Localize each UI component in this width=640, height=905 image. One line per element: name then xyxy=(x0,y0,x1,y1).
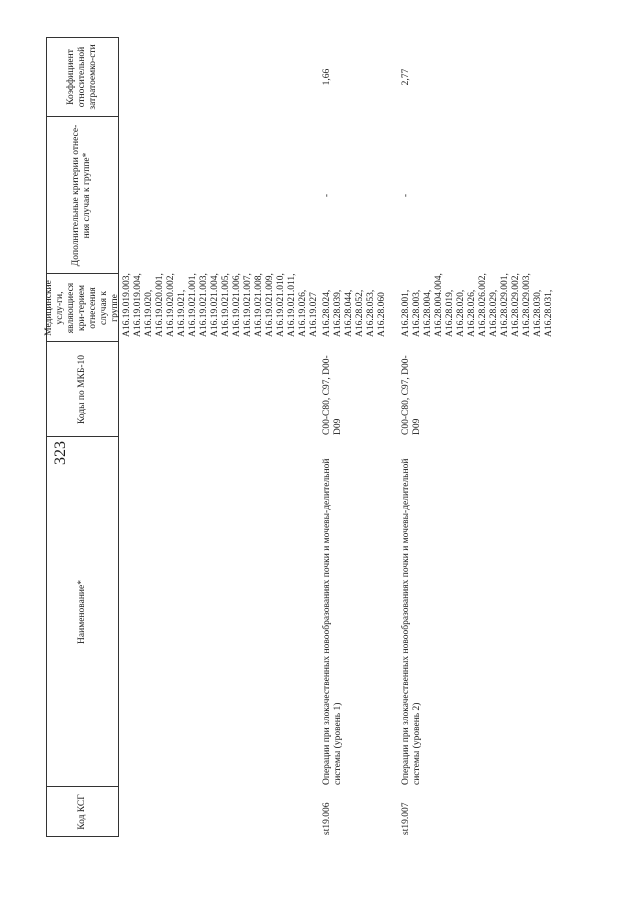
row-st19-007-coef: 2,77 xyxy=(401,68,411,86)
service-code: A16.28.030, xyxy=(533,289,543,337)
service-code: A16.19.021.001, xyxy=(188,273,198,337)
row-st19-006-icd: C00-C80, C97, D00-D09 xyxy=(322,355,343,435)
service-code: A16.28.026, xyxy=(467,289,477,337)
service-code: A16.19.021.008, xyxy=(254,273,264,337)
service-code: A16.19.021.007, xyxy=(243,273,253,337)
row-st19-006-name: Операции при злокачественных новообразованиях почки и мочевы-делительной системы (уровень 1) xyxy=(322,458,343,785)
row-st19-007-services xyxy=(401,275,555,337)
column-rule xyxy=(46,37,118,38)
service-code: A16.19.020.002, xyxy=(166,273,176,337)
page-number: 323 xyxy=(52,441,69,465)
service-code: A16.28.003, xyxy=(412,289,422,337)
rotated-table xyxy=(43,37,618,837)
service-code: A16.28.029.001, xyxy=(500,273,510,337)
service-code: A16.19.021.006, xyxy=(232,273,242,337)
row-st19-006-coef: 1,66 xyxy=(322,68,332,86)
table-top-border xyxy=(46,37,47,837)
row-st19-007-name: Операции при злокачественных новообразованиях почки и мочевы-делительной системы (уровень 2) xyxy=(401,458,422,785)
header-icd: Коды по МКБ-10 xyxy=(76,354,87,425)
service-code: A16.19.021.009, xyxy=(265,273,275,337)
column-rule xyxy=(46,273,118,274)
service-code: A16.28.031, xyxy=(544,289,554,337)
service-code: A16.28.019, xyxy=(445,289,455,337)
service-code: A16.19.021.003, xyxy=(199,273,209,337)
service-code: A16.19.019.003, xyxy=(122,273,132,337)
column-rule xyxy=(46,436,118,437)
service-code: A16.28.004.004, xyxy=(434,273,444,337)
service-code: A16.28.029.003, xyxy=(522,273,532,337)
service-code: A16.19.020, xyxy=(144,289,154,337)
column-rule xyxy=(46,836,118,837)
service-code: A16.28.029, xyxy=(489,289,499,337)
row-st19-006-code: st19.006 xyxy=(322,802,332,835)
service-code: A16.28.029.002, xyxy=(511,273,521,337)
service-code: A16.19.021.011, xyxy=(287,273,297,337)
service-code: A16.19.020.001, xyxy=(155,273,165,337)
row-st19-007-code: st19.007 xyxy=(401,802,411,835)
header-services: Медицинские услу-ги, являющиеся кри-терием отнесения случая к группе xyxy=(43,280,120,336)
service-code: A16.19.026, xyxy=(298,289,308,337)
column-rule xyxy=(46,116,118,117)
header-coef: Коэффициент относительной затратоемко-сти xyxy=(65,44,98,110)
service-code: A16.28.044, xyxy=(344,289,354,337)
service-code: A16.19.021, xyxy=(177,289,187,337)
service-code: A16.19.027 xyxy=(309,292,319,337)
service-code: A16.19.021.004, xyxy=(210,273,220,337)
service-code: A16.28.026.002, xyxy=(478,273,488,337)
header-bottom-rule xyxy=(118,37,119,837)
continuation-services-list xyxy=(122,275,320,337)
column-rule xyxy=(46,786,118,787)
row-st19-007-criteria: - xyxy=(401,193,411,198)
service-code: A16.28.052, xyxy=(355,289,365,337)
service-code: A16.28.001, xyxy=(401,289,411,337)
column-rule xyxy=(46,341,118,342)
row-st19-006-services xyxy=(322,275,388,337)
service-code: A16.28.060 xyxy=(377,292,387,337)
service-code: A16.19.021.010, xyxy=(276,273,286,337)
service-code: A16.28.004, xyxy=(423,289,433,337)
service-code: A16.28.020, xyxy=(456,289,466,337)
header-criteria: Дополнительные критерии отнесе-ния случая к группе* xyxy=(71,124,92,267)
service-code: A16.19.019.004, xyxy=(133,273,143,337)
service-code: A16.28.024, xyxy=(322,289,332,337)
service-code: A16.28.053, xyxy=(366,289,376,337)
header-code: Код КСГ xyxy=(76,794,87,830)
service-code: A16.19.021.005, xyxy=(221,273,231,337)
row-st19-006-criteria: - xyxy=(322,193,332,198)
row-st19-007-icd: C00-C80, C97, D00-D09 xyxy=(401,355,422,435)
service-code: A16.28.039, xyxy=(333,289,343,337)
header-name: Наименование* xyxy=(76,580,87,644)
